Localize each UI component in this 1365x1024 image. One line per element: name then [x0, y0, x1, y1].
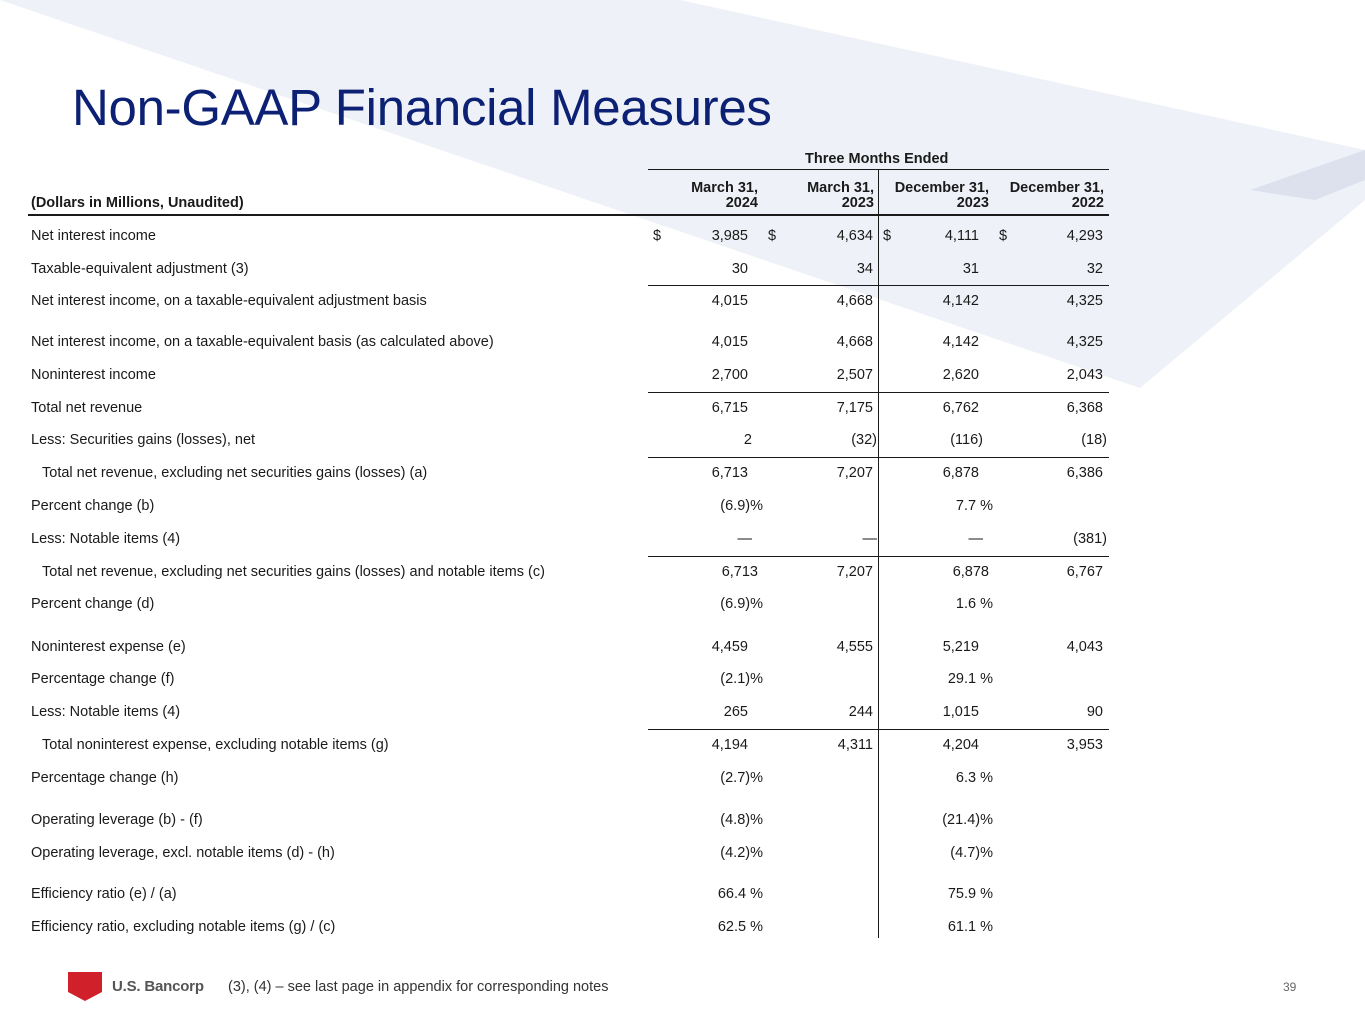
- row-header: (Dollars in Millions, Unaudited): [31, 195, 244, 211]
- table-cell: 6,762: [942, 400, 979, 416]
- table-cell: —: [968, 531, 983, 547]
- table-cell: 244: [848, 704, 873, 720]
- currency-symbol: $: [768, 228, 777, 244]
- row-label: Total net revenue: [31, 400, 143, 416]
- row-label: Less: Notable items (4): [31, 704, 181, 720]
- row-label: Operating leverage (b) - (f): [31, 812, 203, 828]
- table-cell: 4,325: [1066, 334, 1103, 350]
- footer-note: (3), (4) – see last page in appendix for corresponding notes: [228, 979, 609, 995]
- table-cell: 4,459: [711, 639, 748, 655]
- table-cell: 4,015: [711, 293, 748, 309]
- row-label: Percentage change (f): [31, 671, 175, 687]
- col-header-3: December 31, 2023: [894, 180, 989, 211]
- row-label: Less: Notable items (4): [31, 531, 181, 547]
- table-cell: 34: [856, 261, 873, 277]
- row-label: Net interest income, on a taxable-equivalent adjustment basis: [31, 293, 427, 309]
- table-cell: (2.1)%: [720, 671, 763, 687]
- col-header-4: December 31, 2022: [1009, 180, 1104, 211]
- row-label: Efficiency ratio (e) / (a): [31, 886, 177, 902]
- table-cell: (18): [1081, 432, 1107, 448]
- row-label: Percent change (b): [31, 498, 155, 514]
- table-cell: (4.2)%: [720, 845, 763, 861]
- row-label: Total net revenue, excluding net securities gains (losses) and notable items (c): [42, 564, 545, 580]
- currency-symbol: $: [653, 228, 662, 244]
- table-cell: 4,142: [942, 334, 979, 350]
- row-label: Taxable-equivalent adjustment (3): [31, 261, 249, 277]
- row-label: Total net revenue, excluding net securities gains (losses) (a): [42, 465, 428, 481]
- table-cell: 6,386: [1066, 465, 1103, 481]
- row-label: Percent change (d): [31, 596, 155, 612]
- table-cell: (6.9)%: [720, 596, 763, 612]
- subtotal-rule: [648, 729, 1109, 730]
- table-cell: 7,175: [836, 400, 873, 416]
- table-cell: 7.7 %: [955, 498, 993, 514]
- table-cell: 90: [1086, 704, 1103, 720]
- subtotal-rule: [648, 457, 1109, 458]
- row-label: Efficiency ratio, excluding notable items (g) / (c): [31, 919, 336, 935]
- table-cell: 4,668: [836, 293, 873, 309]
- table-cell: 7,207: [836, 564, 873, 580]
- table-cell: 6,878: [942, 465, 979, 481]
- row-label: Less: Securities gains (losses), net: [31, 432, 256, 448]
- row-label: Net interest income: [31, 228, 156, 244]
- table-cell: 6,715: [711, 400, 748, 416]
- table-cell: 4,325: [1066, 293, 1103, 309]
- table-cell: 62.5 %: [717, 919, 763, 935]
- table-cell: 6.3 %: [955, 770, 993, 786]
- table-cell: 6,713: [721, 564, 758, 580]
- shield-logo-icon: [67, 970, 103, 1002]
- currency-symbol: $: [999, 228, 1008, 244]
- table-cell: 61.1 %: [947, 919, 993, 935]
- table-cell: (381): [1073, 531, 1107, 547]
- logo-text: U.S. Bancorp: [112, 977, 204, 995]
- row-label: Operating leverage, excl. notable items (d) - (h): [31, 845, 335, 861]
- table-cell: 4,142: [942, 293, 979, 309]
- table-cell: 4,015: [711, 334, 748, 350]
- row-label: Net interest income, on a taxable-equivalent basis (as calculated above): [31, 334, 494, 350]
- subtotal-rule: [648, 556, 1109, 557]
- row-label: Noninterest expense (e): [31, 639, 186, 655]
- table-cell: (2.7)%: [720, 770, 763, 786]
- table-cell: 1.6 %: [955, 596, 993, 612]
- table-cell: 7,207: [836, 465, 873, 481]
- company-logo: [67, 970, 204, 1002]
- table-cell: (6.9)%: [720, 498, 763, 514]
- table-cell: 4,204: [942, 737, 979, 753]
- currency-symbol: $: [883, 228, 892, 244]
- table-cell: 4,043: [1066, 639, 1103, 655]
- table-cell: 4,634: [836, 228, 873, 244]
- table-cell: 66.4 %: [717, 886, 763, 902]
- subtotal-rule: [648, 392, 1109, 393]
- table-cell: 6,713: [711, 465, 748, 481]
- table-cell: 2,620: [942, 367, 979, 383]
- page-number: 39: [1283, 980, 1297, 994]
- group-header: Three Months Ended: [805, 151, 949, 167]
- table-cell: 3,985: [711, 228, 748, 244]
- table-cell: 3,953: [1066, 737, 1103, 753]
- table-cell: 29.1 %: [947, 671, 993, 687]
- table-cell: 2: [743, 432, 752, 448]
- table-cell: 32: [1086, 261, 1103, 277]
- subtotal-rule: [648, 285, 1109, 286]
- table-cell: 1,015: [942, 704, 979, 720]
- table-cell: 6,368: [1066, 400, 1103, 416]
- financial-table: [28, 0, 1113, 1024]
- table-cell: (4.7)%: [950, 845, 993, 861]
- table-cell: 2,507: [836, 367, 873, 383]
- table-cell: (4.8)%: [720, 812, 763, 828]
- table-cell: (21.4)%: [942, 812, 993, 828]
- table-cell: (32): [851, 432, 877, 448]
- table-cell: 4,194: [711, 737, 748, 753]
- table-cell: 30: [731, 261, 748, 277]
- table-cell: (116): [950, 432, 983, 448]
- page-title: Non-GAAP Financial Measures: [72, 79, 772, 136]
- table-cell: 75.9 %: [947, 886, 993, 902]
- col-header-2: March 31, 2023: [807, 180, 874, 211]
- table-cell: 4,111: [944, 228, 979, 244]
- table-cell: —: [737, 531, 752, 547]
- row-label: Total noninterest expense, excluding notable items (g): [42, 737, 389, 753]
- table-cell: 4,311: [837, 737, 873, 753]
- table-cell: 2,043: [1066, 367, 1103, 383]
- table-cell: 5,219: [942, 639, 979, 655]
- table-cell: 6,878: [952, 564, 989, 580]
- table-cell: 6,767: [1066, 564, 1103, 580]
- table-cell: 265: [723, 704, 748, 720]
- col-header-1: March 31, 2024: [691, 180, 758, 211]
- table-cell: 4,668: [836, 334, 873, 350]
- table-cell: 4,555: [836, 639, 873, 655]
- table-cell: 31: [962, 261, 979, 277]
- table-cell: 4,293: [1066, 228, 1103, 244]
- table-cell: —: [862, 531, 877, 547]
- header-rule: [28, 214, 1109, 216]
- row-label: Percentage change (h): [31, 770, 179, 786]
- table-cell: 2,700: [711, 367, 748, 383]
- row-label: Noninterest income: [31, 367, 156, 383]
